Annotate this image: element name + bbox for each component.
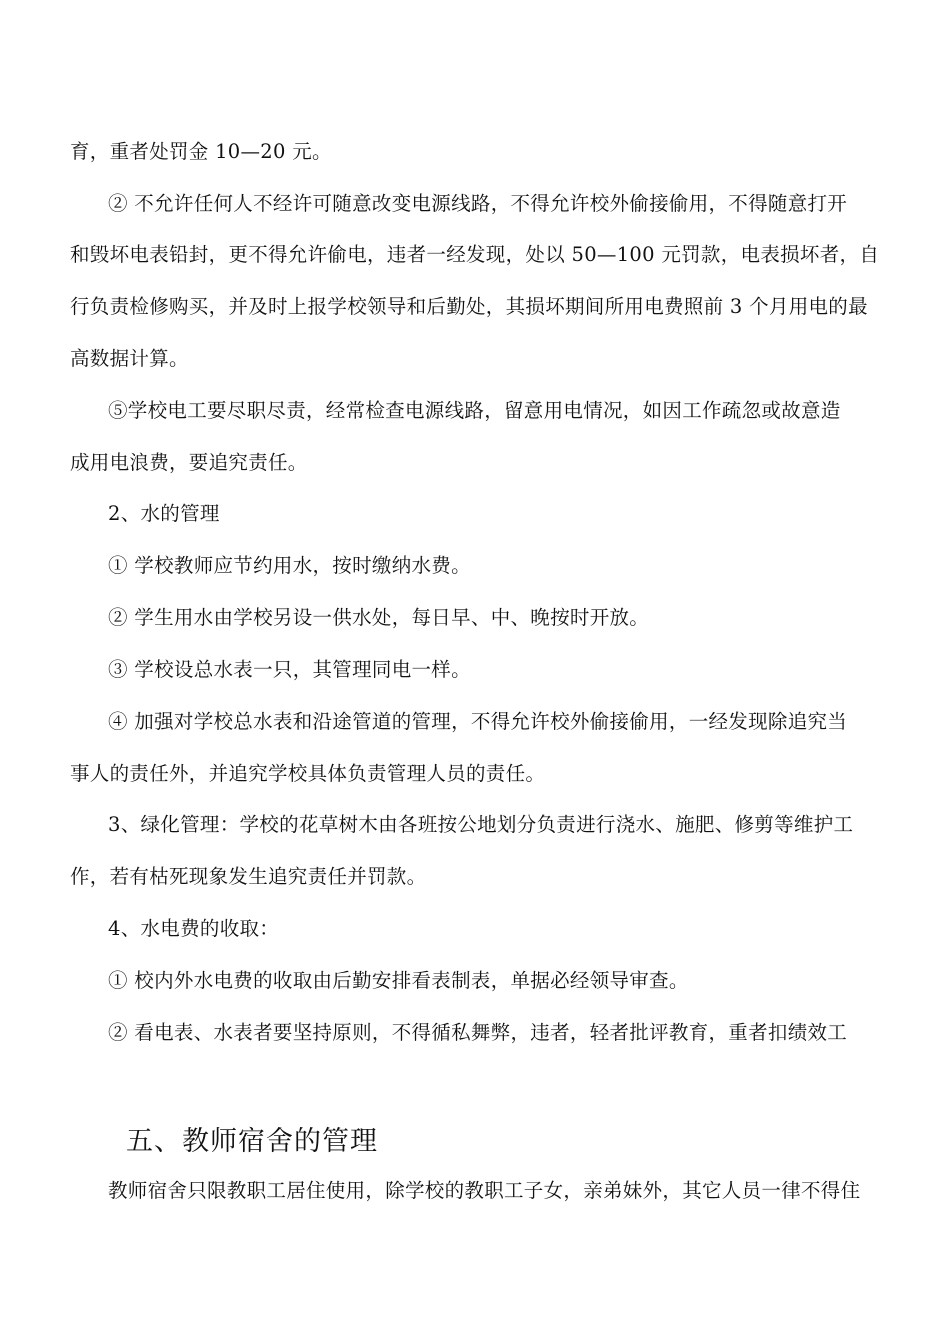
paragraph-line: 3、绿化管理：学校的花草树木由各班按公地划分负责进行浇水、施肥、修剪等维护工 xyxy=(108,813,854,836)
paragraph-line: 成用电浪费，要追究责任。 xyxy=(70,451,308,474)
paragraph-line: 4、水电费的收取： xyxy=(108,917,280,940)
paragraph-line: 和毁坏电表铅封，更不得允许偷电，违者一经发现，处以 50—100 元罚款，电表损坏者，自 xyxy=(70,243,880,266)
paragraph-line: 事人的责任外，并追究学校具体负责管理人员的责任。 xyxy=(70,762,546,785)
paragraph-line: ① 学校教师应节约用水，按时缴纳水费。 xyxy=(108,554,471,577)
paragraph-line: ② 看电表、水表者要坚持原则，不得循私舞弊，违者，轻者批评教育，重者扣绩效工 xyxy=(108,1021,848,1044)
paragraph-line: ③ 学校设总水表一只，其管理同电一样。 xyxy=(108,658,471,681)
section-heading: 五、教师宿舍的管理 xyxy=(126,1126,378,1157)
paragraph-line: 作，若有枯死现象发生追究责任并罚款。 xyxy=(70,865,427,888)
paragraph-line: 2、水的管理 xyxy=(108,502,220,525)
paragraph-line: 行负责检修购买，并及时上报学校领导和后勤处，其损坏期间所用电费照前 3 个月用电的最 xyxy=(70,295,868,318)
paragraph-line: ② 不允许任何人不经许可随意改变电源线路，不得允许校外偷接偷用，不得随意打开 xyxy=(108,192,848,215)
paragraph-line: 教师宿舍只限教职工居住使用，除学校的教职工子女，亲弟妹外，其它人员一律不得住 xyxy=(108,1179,861,1202)
paragraph-line: ⑤学校电工要尽职尽责，经常检查电源线路，留意用电情况，如因工作疏忽或故意造 xyxy=(108,399,841,422)
paragraph-line: ① 校内外水电费的收取由后勤安排看表制表，单据必经领导审查。 xyxy=(108,969,689,992)
paragraph-line: 高数据计算。 xyxy=(70,347,189,370)
paragraph-line: 育，重者处罚金 10—20 元。 xyxy=(70,140,332,163)
paragraph-line: ④ 加强对学校总水表和沿途管道的管理，不得允许校外偷接偷用，一经发现除追究当 xyxy=(108,710,848,733)
paragraph-line: ② 学生用水由学校另设一供水处，每日早、中、晚按时开放。 xyxy=(108,606,650,629)
